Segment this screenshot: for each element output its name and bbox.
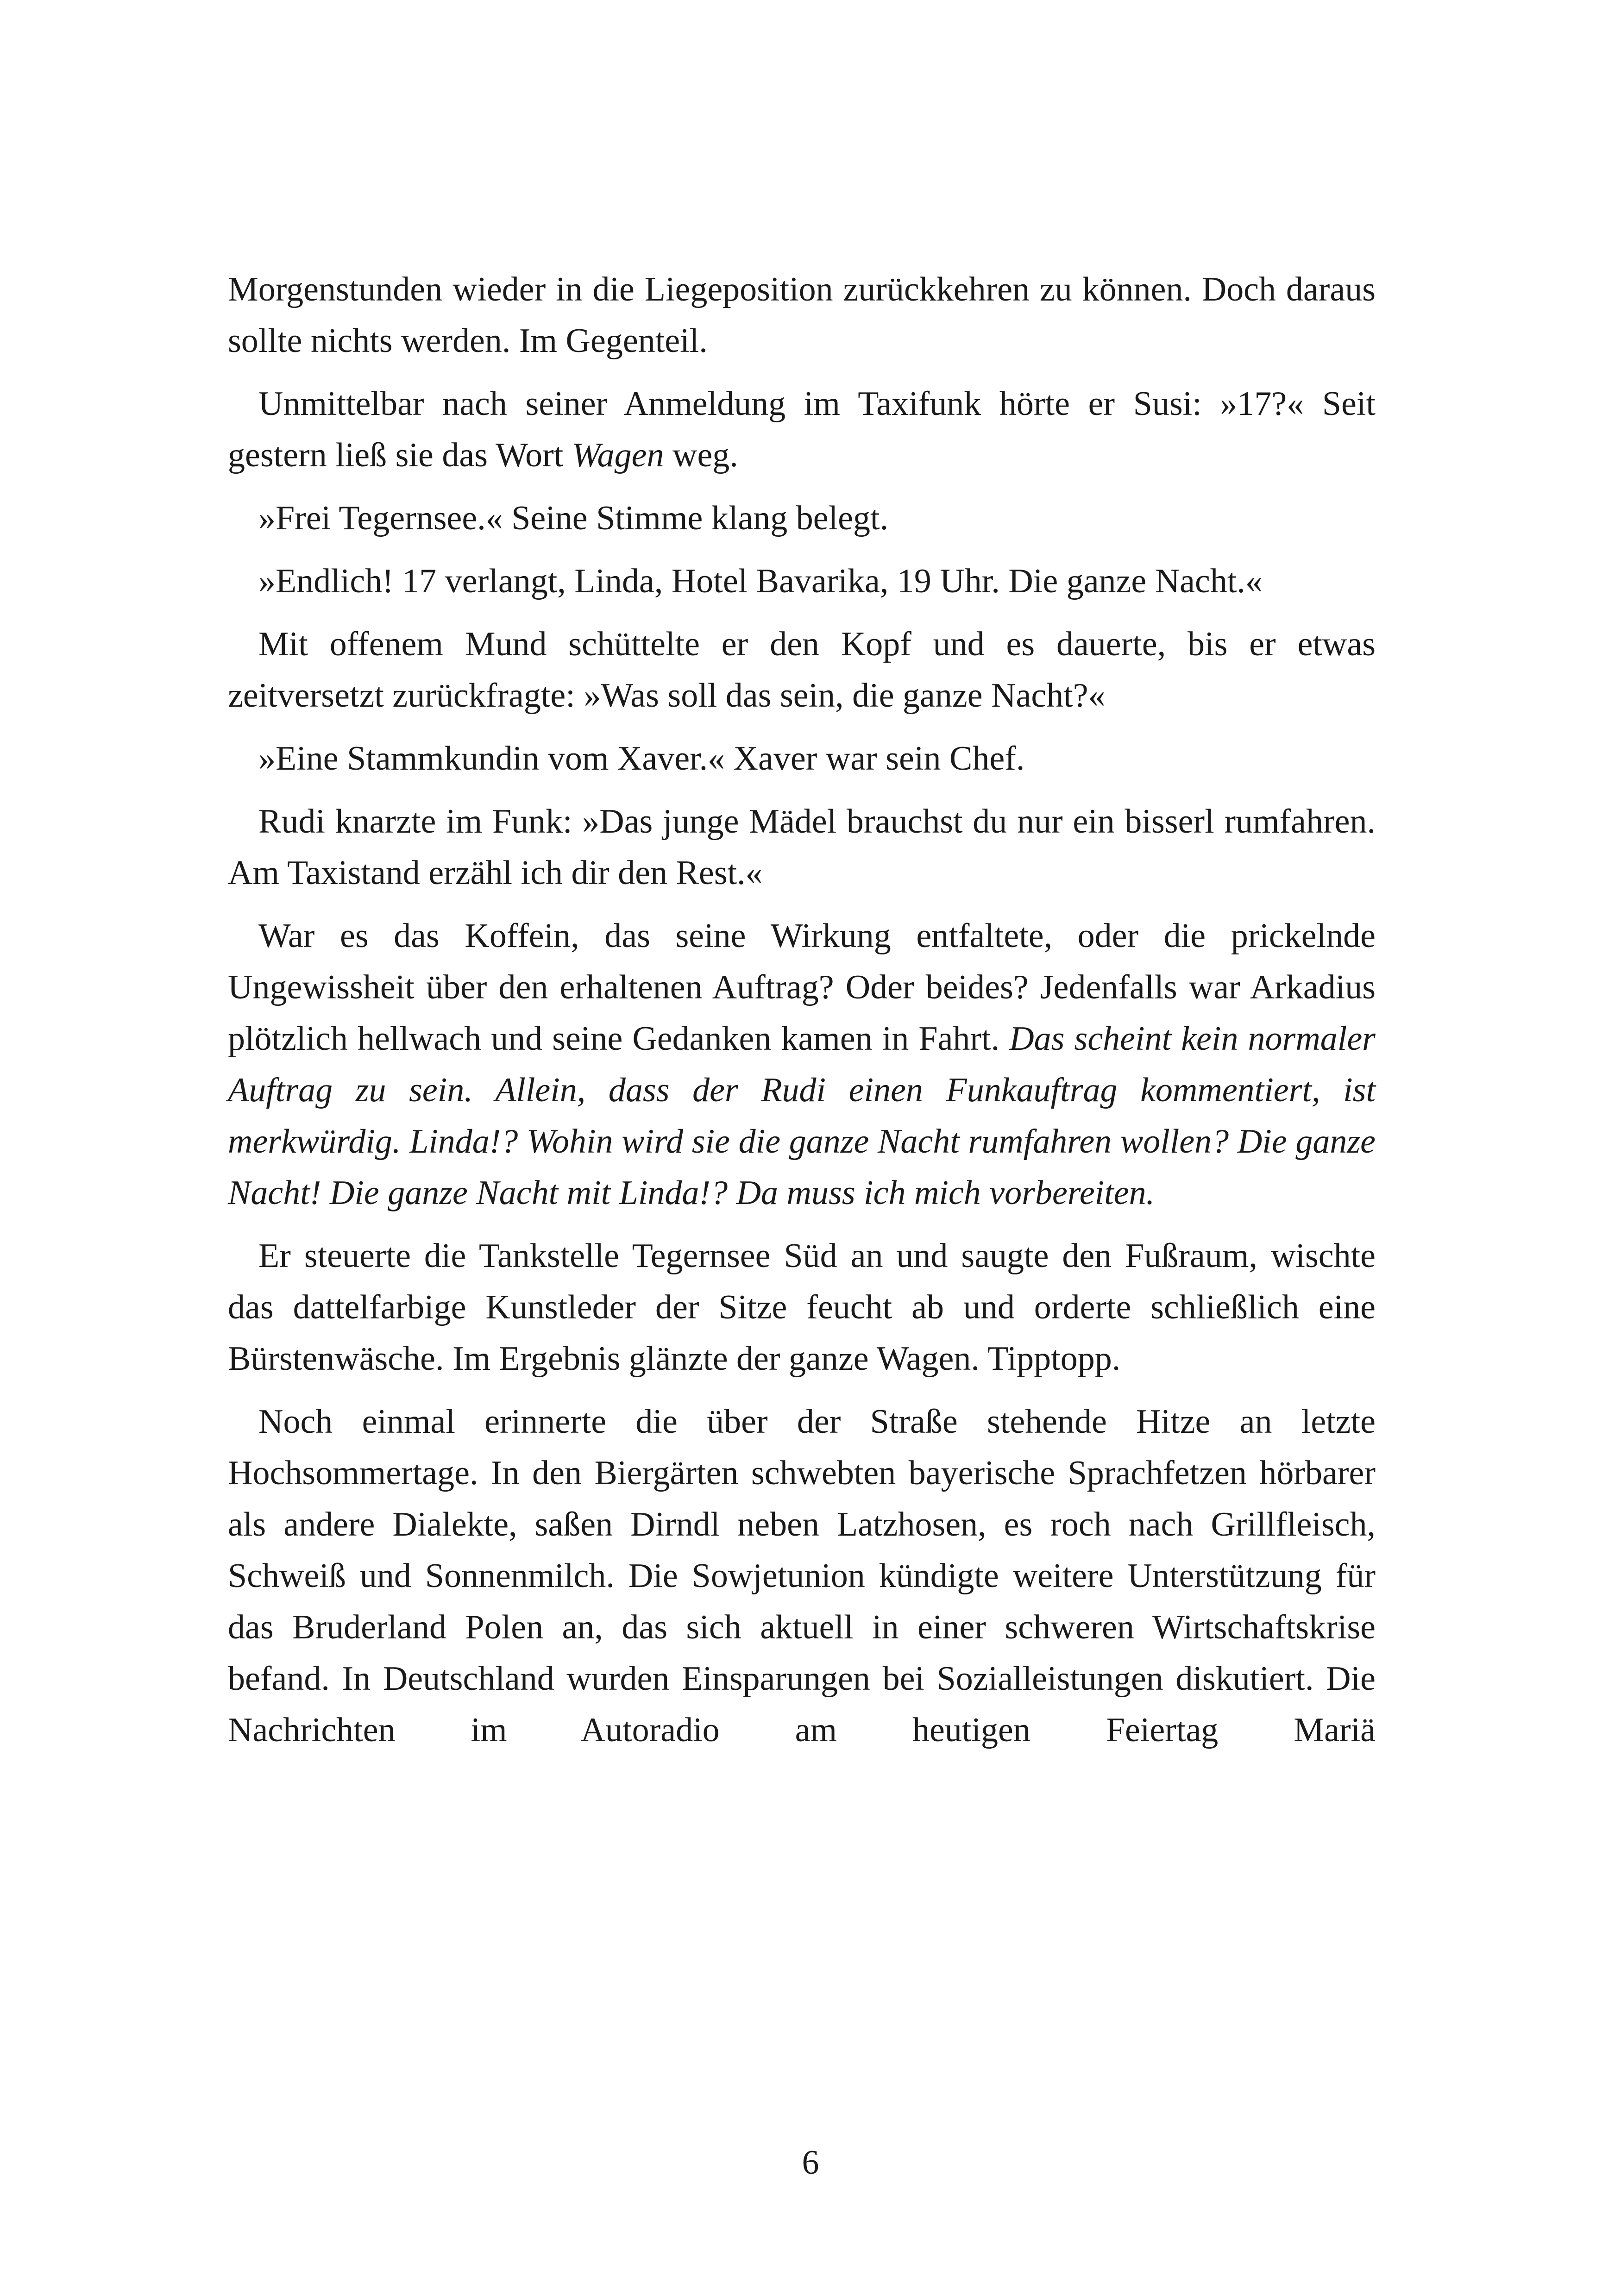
paragraph-4 bbox=[228, 556, 1376, 607]
paragraph-6 bbox=[228, 733, 1376, 784]
paragraph-text: Noch einmal erinnerte die über der Straße stehende Hitze an letzte Hochsommertage. In den Biergärten schwebten bayerische Sprachfetzen hörbarer als andere Dialekte, saßen Dirndl neben Latzhosen, es roch nach Grillfleisch, Schweiß und Sonnenmilch. Die Sowjetunion kündigte weitere Unterstützung für das Bruderland Polen an, das sich aktuell in einer schweren Wirtschaftskrise befand. In Deutschland wurden Einsparungen bei Sozialleistungen diskutiert. Die Nachrichten im Autoradio am heutigen Feiertag Mariä bbox=[228, 1403, 1376, 1749]
paragraph-text: War es das Koffein, das seine Wirkung entfaltete, oder die prickelnde Ungewissheit über den erhaltenen Auftrag? Oder beides? Jedenfalls war Arkadius plötzlich hellwach und seine Gedanken kamen in Fahrt. bbox=[228, 917, 1376, 1058]
paragraph-text: »Frei Tegernsee.« Seine Stimme klang belegt. bbox=[258, 499, 889, 537]
paragraph-text: »Eine Stammkundin vom Xaver.« Xaver war sein Chef. bbox=[258, 740, 1025, 778]
paragraph-text: Rudi knarzte im Funk: »Das junge Mädel brauchst du nur ein bisserl rumfahren. Am Taxistand erzähl ich dir den Rest.« bbox=[228, 803, 1376, 892]
paragraph-text: Unmittelbar nach seiner Anmeldung im Taxifunk hörte er Susi: »17?« Seit gestern ließ sie das Wort bbox=[228, 385, 1376, 474]
paragraph-7 bbox=[228, 796, 1376, 899]
paragraph-text: Mit offenem Mund schüttelte er den Kopf und es dauerte, bis er etwas zeitversetzt zurückfragte: »Was soll das sein, die ganze Nacht?« bbox=[228, 625, 1376, 715]
paragraph-2 bbox=[228, 378, 1376, 481]
paragraph-text: Morgenstunden wieder in die Liegeposition zurückkehren zu können. Doch daraus sollte nichts werden. Im Gegenteil. bbox=[228, 270, 1376, 360]
paragraph-5 bbox=[228, 619, 1376, 721]
page-number: 6 bbox=[802, 2144, 819, 2182]
paragraph-text: Er steuerte die Tankstelle Tegernsee Süd an und saugte den Fußraum, wischte das dattelfarbige Kunstleder der Sitze feucht ab und orderte schließlich eine Bürstenwäsche. Im Ergebnis glänzte der ganze Wagen. Tipptopp. bbox=[228, 1237, 1376, 1378]
paragraph-1 bbox=[228, 264, 1376, 367]
paragraph-8 bbox=[228, 910, 1376, 1219]
paragraph-9 bbox=[228, 1230, 1376, 1385]
paragraph-3 bbox=[228, 493, 1376, 544]
body-text bbox=[228, 264, 1376, 1768]
paragraph-10 bbox=[228, 1396, 1376, 1756]
paragraph-text: weg. bbox=[664, 436, 738, 474]
paragraph-italic-text: Wagen bbox=[572, 436, 664, 474]
paragraph-text: »Endlich! 17 verlangt, Linda, Hotel Bavarika, 19 Uhr. Die ganze Nacht.« bbox=[258, 562, 1263, 600]
paragraph-italic-text: Das scheint kein normaler Auftrag zu sein. Allein, dass der Rudi einen Funkauftrag kommentiert, ist merkwürdig. Linda!? Wohin wird sie die ganze Nacht rumfahren wollen? Die ganze Nacht! Die ganze Nacht mit Linda!? Da muss ich mich vorbereiten. bbox=[228, 1020, 1376, 1212]
